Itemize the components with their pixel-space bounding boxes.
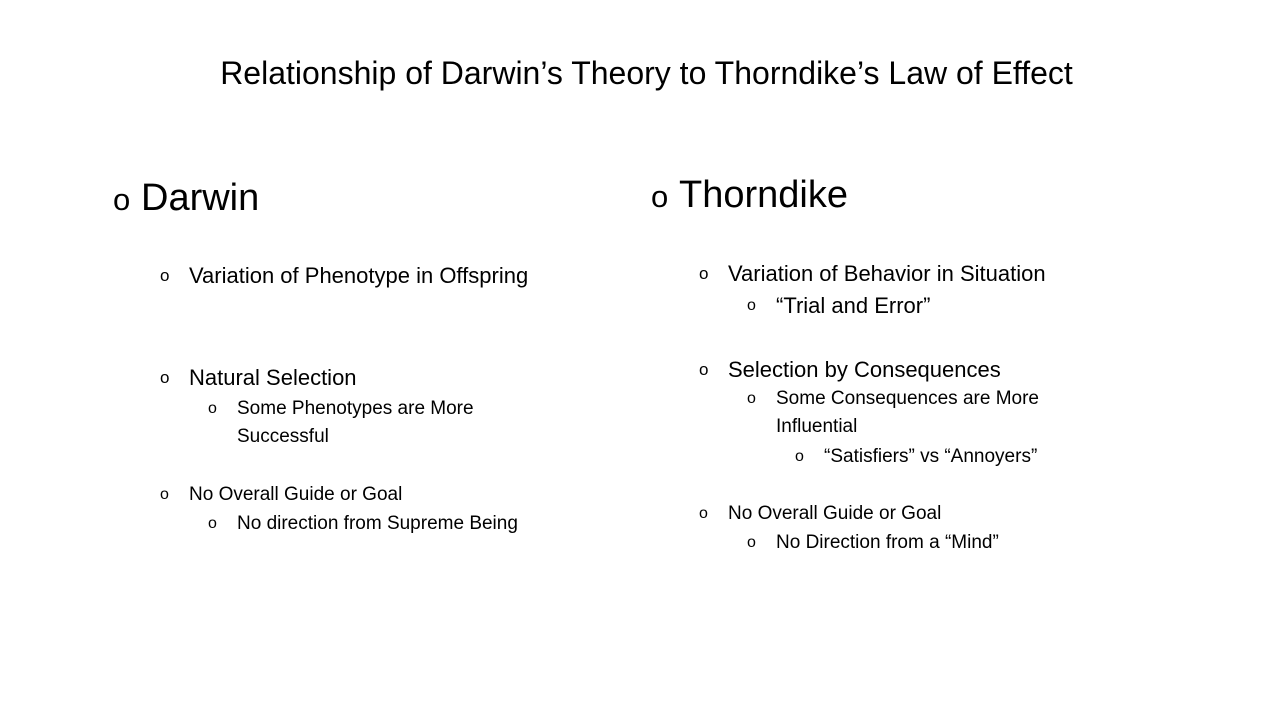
bullet-icon: o (699, 505, 708, 522)
thorndike-heading (651, 172, 848, 220)
thorndike-subitem-no-direction (747, 529, 1136, 557)
thorndike-item-label: No Overall Guide or Goal (728, 503, 942, 524)
thorndike-item-selection (699, 354, 1148, 386)
darwin-item-label: No Overall Guide or Goal (189, 484, 403, 505)
bullet-icon: o (160, 266, 170, 285)
thorndike-subitem-label: No Direction from a “Mind” (776, 532, 999, 553)
darwin-subitem-phenotypes (208, 395, 537, 451)
darwin-item-label: Natural Selection (189, 365, 357, 390)
darwin-item-natural-selection (160, 362, 529, 394)
darwin-item-label: Variation of Phenotype in Offspring (189, 263, 529, 288)
bullet-icon: o (208, 400, 217, 417)
darwin-item-no-guide (160, 481, 529, 509)
bullet-icon: o (160, 368, 170, 387)
darwin-subitem-label: Some Phenotypes are More Successful (237, 398, 474, 447)
bullet-icon: o (651, 179, 669, 214)
bullet-icon: o (795, 448, 804, 465)
darwin-heading (113, 175, 259, 223)
thorndike-item-variation (699, 258, 1148, 290)
thorndike-subitem-label: Some Consequences are More Influential (776, 388, 1039, 437)
slide-title: Relationship of Darwin’s Theory to Thorndike’s Law of Effect (220, 55, 1073, 91)
thorndike-subitem-trial-error (747, 290, 1116, 322)
thorndike-subsubitem-label: “Satisfiers” vs “Annoyers” (824, 446, 1038, 467)
bullet-icon: o (747, 390, 756, 407)
bullet-icon: o (113, 182, 131, 217)
thorndike-item-label: Selection by Consequences (728, 357, 1001, 382)
bullet-icon: o (747, 297, 756, 314)
thorndike-subsubitem-satisfiers (795, 443, 1144, 471)
thorndike-item-no-guide (699, 500, 1148, 528)
thorndike-subitem-consequences (747, 385, 1116, 441)
bullet-icon: o (699, 264, 709, 283)
thorndike-subitem-label: “Trial and Error” (776, 293, 931, 318)
bullet-icon: o (747, 534, 756, 551)
thorndike-item-label: Variation of Behavior in Situation (728, 261, 1046, 286)
darwin-subitem-no-direction (208, 510, 537, 538)
thorndike-heading-label: Thorndike (679, 174, 848, 216)
bullet-icon: o (160, 486, 169, 503)
darwin-item-variation (160, 260, 529, 292)
darwin-subitem-label: No direction from Supreme Being (237, 513, 518, 534)
bullet-icon: o (208, 515, 217, 532)
bullet-icon: o (699, 360, 709, 379)
darwin-heading-label: Darwin (141, 177, 260, 219)
